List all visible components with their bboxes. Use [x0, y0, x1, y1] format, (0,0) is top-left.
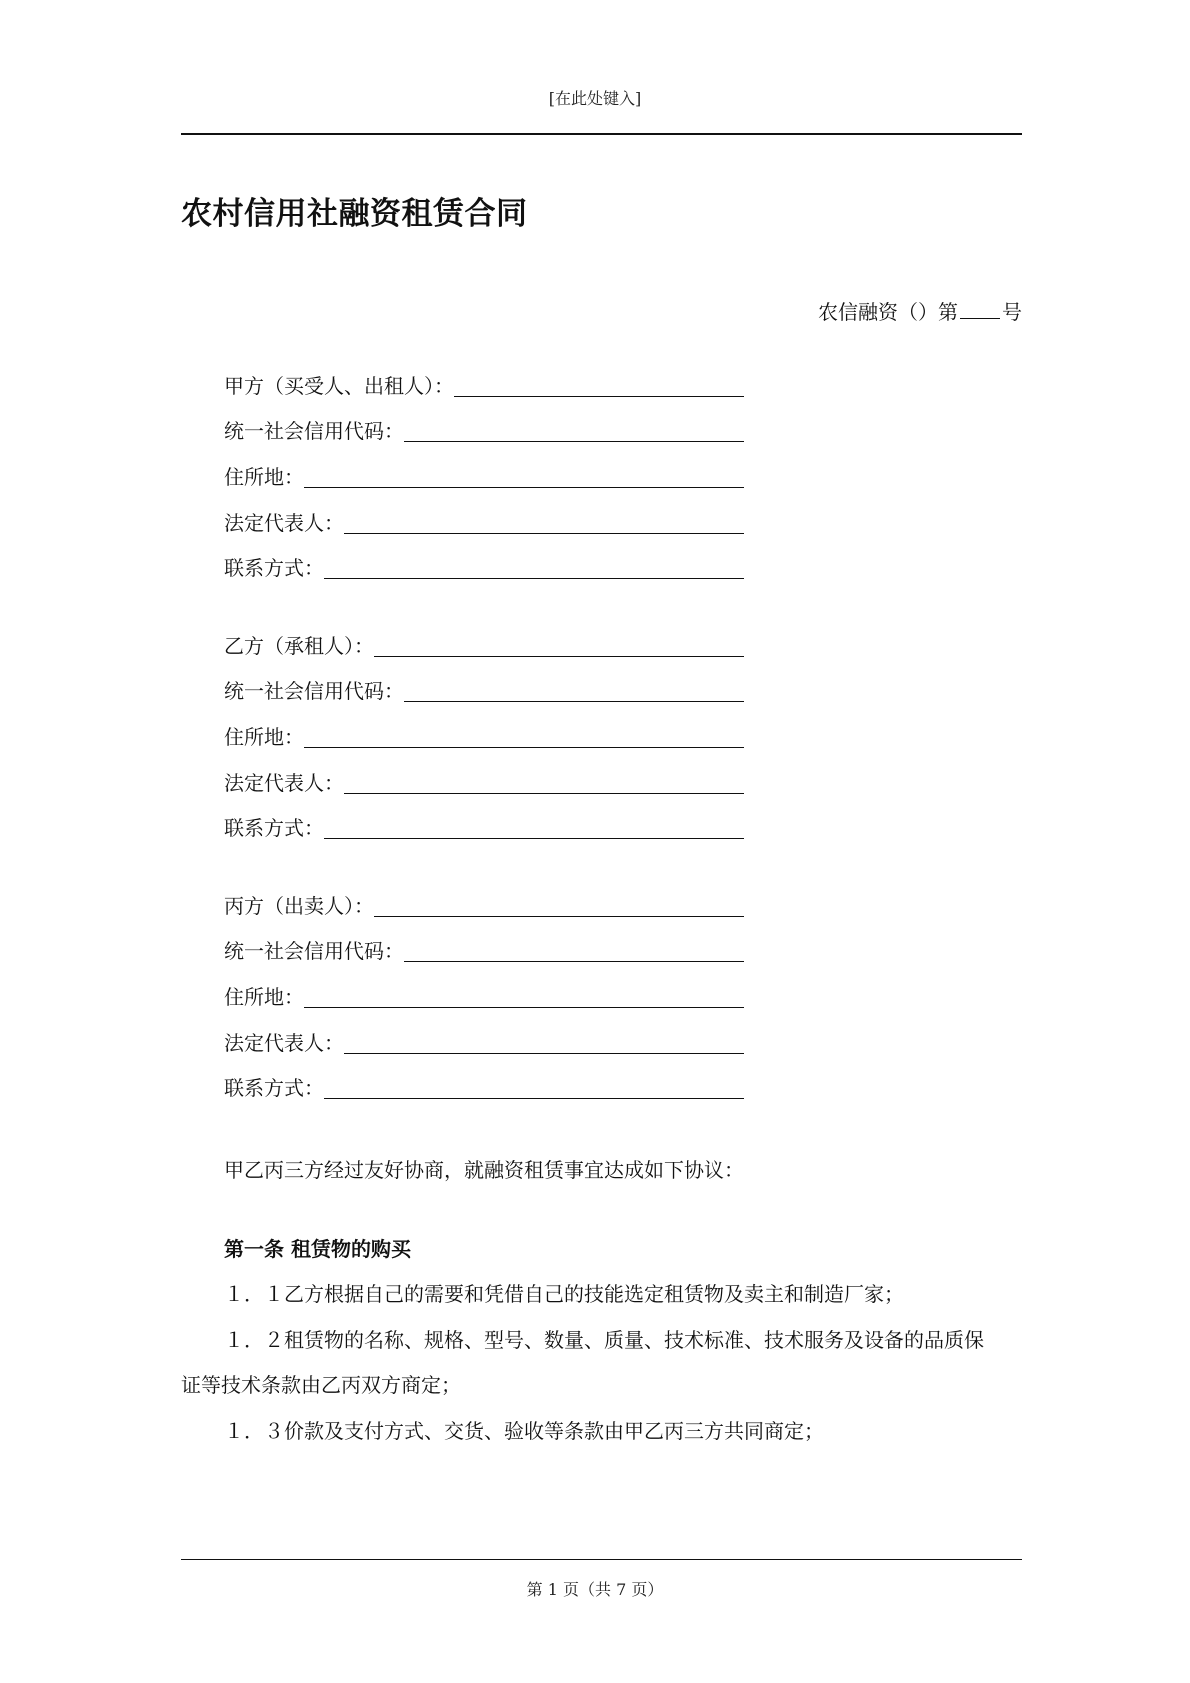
party-c-contact-label: 联系方式：	[224, 1076, 324, 1100]
party-b-credit-code-label: 统一社会信用代码：	[224, 679, 404, 703]
party-c-credit-code-label: 统一社会信用代码：	[224, 939, 404, 963]
clause-1-2-line-2: 证等技术条款由乙丙双方商定；	[181, 1373, 461, 1397]
party-b-credit-code-blank[interactable]	[404, 681, 744, 702]
party-c-legal-rep-field	[224, 1028, 744, 1056]
party-c-legal-rep-label: 法定代表人：	[224, 1031, 344, 1055]
party-a-credit-code-blank[interactable]	[404, 421, 744, 442]
contract-number-suffix: 号	[1002, 300, 1022, 324]
party-a-address-blank[interactable]	[304, 467, 744, 488]
clause-1-2-line-1: １．２租赁物的名称、规格、型号、数量、质量、技术标准、技术服务及设备的品质保	[224, 1328, 984, 1352]
party-b-legal-rep-label: 法定代表人：	[224, 771, 344, 795]
party-b-name-field	[224, 631, 744, 659]
party-c-name-field	[224, 891, 744, 919]
party-c-credit-code-blank[interactable]	[404, 941, 744, 962]
party-a-legal-rep-field	[224, 508, 744, 536]
party-c-address-label: 住所地：	[224, 985, 304, 1009]
party-a-contact-label: 联系方式：	[224, 556, 324, 580]
clause-1-3: １．３价款及支付方式、交货、验收等条款由甲乙丙三方共同商定；	[224, 1419, 824, 1443]
party-b-address-blank[interactable]	[304, 727, 744, 748]
party-a-contact-field	[224, 553, 744, 581]
party-c-name-blank[interactable]	[374, 896, 744, 917]
party-b-name-label: 乙方（承租人）：	[224, 634, 374, 658]
party-a-address-field	[224, 462, 744, 490]
document-title: 农村信用社融资租赁合同	[181, 196, 528, 232]
party-c-address-blank[interactable]	[304, 987, 744, 1008]
party-b-credit-code-field	[224, 676, 744, 704]
header-divider	[181, 133, 1022, 135]
party-c-address-field	[224, 982, 744, 1010]
page-number-footer: 第 1 页（共 7 页）	[526, 1580, 664, 1599]
article-1-heading: 第一条 租赁物的购买	[224, 1237, 411, 1261]
party-b-address-field	[224, 722, 744, 750]
clause-1-1: １．１乙方根据自己的需要和凭借自己的技能选定租赁物及卖主和制造厂家；	[224, 1282, 904, 1306]
party-a-legal-rep-blank[interactable]	[344, 513, 744, 534]
party-a-name-field	[224, 371, 744, 399]
party-c-legal-rep-blank[interactable]	[344, 1033, 744, 1054]
contract-number	[818, 296, 1022, 325]
party-a-legal-rep-label: 法定代表人：	[224, 511, 344, 535]
party-b-legal-rep-blank[interactable]	[344, 773, 744, 794]
party-b-address-label: 住所地：	[224, 725, 304, 749]
party-b-name-blank[interactable]	[374, 636, 744, 657]
contract-number-prefix: 农信融资（）第	[818, 300, 958, 324]
party-c-contact-blank[interactable]	[324, 1078, 744, 1099]
intro-paragraph: 甲乙丙三方经过友好协商，就融资租赁事宜达成如下协议：	[224, 1158, 744, 1182]
page-header-placeholder[interactable]: [在此处键入]	[548, 89, 642, 108]
footer-divider	[181, 1559, 1022, 1560]
party-b-contact-label: 联系方式：	[224, 816, 324, 840]
party-b-contact-blank[interactable]	[324, 818, 744, 839]
party-c-name-label: 丙方（出卖人）：	[224, 894, 374, 918]
party-a-credit-code-label: 统一社会信用代码：	[224, 419, 404, 443]
party-b-legal-rep-field	[224, 768, 744, 796]
party-c-contact-field	[224, 1073, 744, 1101]
party-b-contact-field	[224, 813, 744, 841]
party-a-contact-blank[interactable]	[324, 558, 744, 579]
party-a-address-label: 住所地：	[224, 465, 304, 489]
contract-number-blank[interactable]	[960, 300, 1000, 319]
party-a-credit-code-field	[224, 416, 744, 444]
party-c-credit-code-field	[224, 936, 744, 964]
party-a-name-blank[interactable]	[454, 376, 744, 397]
party-a-name-label: 甲方（买受人、出租人）：	[224, 374, 454, 398]
